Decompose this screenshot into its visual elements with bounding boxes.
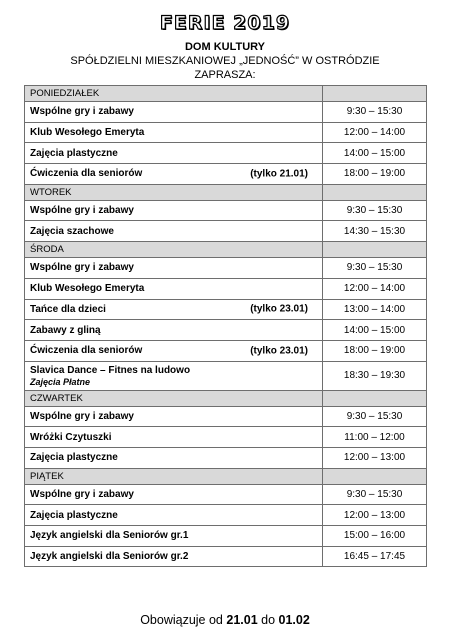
activity-name: Wróżki Czytuszki xyxy=(30,431,112,443)
validity-from-date: 21.01 xyxy=(226,613,258,627)
activity-time: 9:30 – 15:30 xyxy=(323,200,427,221)
activity-row xyxy=(25,427,427,448)
activity-time: 12:00 – 13:00 xyxy=(323,447,427,468)
day-header-row xyxy=(25,390,427,406)
activity-name: Ćwiczenia dla seniorów xyxy=(30,168,143,180)
day-header-row xyxy=(25,468,427,484)
activity-time: 9:30 – 15:30 xyxy=(323,102,427,123)
validity-mid: do xyxy=(261,613,276,627)
activity-cell xyxy=(25,164,323,185)
activity-name: Wspólne gry i zabawy xyxy=(30,106,134,118)
activity-cell xyxy=(25,102,323,123)
activity-row xyxy=(25,258,427,279)
activity-name: Język angielski dla Seniorów gr.2 xyxy=(30,551,189,563)
poster-title: FERIE 2019 xyxy=(159,12,291,34)
activity-cell xyxy=(25,427,323,448)
day-name: WTOREK xyxy=(25,184,323,200)
activity-time: 14:00 – 15:00 xyxy=(323,320,427,341)
activity-time: 18:00 – 19:00 xyxy=(323,340,427,361)
activity-row xyxy=(25,505,427,526)
activity-paid-note: Zajęcia Płatne xyxy=(30,376,91,387)
activity-cell xyxy=(25,258,323,279)
activity-name: Ćwiczenia dla seniorów xyxy=(30,345,143,357)
day-header-row xyxy=(25,184,427,200)
activity-row xyxy=(25,546,427,567)
activity-cell xyxy=(25,278,323,299)
activity-time: 13:00 – 14:00 xyxy=(323,299,427,320)
activity-cell xyxy=(25,406,323,427)
activity-time: 12:00 – 14:00 xyxy=(323,122,427,143)
schedule-body xyxy=(25,86,427,567)
day-header-row xyxy=(25,86,427,102)
activity-name: Zajęcia plastyczne xyxy=(30,509,118,521)
activity-cell xyxy=(25,143,323,164)
day-header-empty-cell xyxy=(323,86,427,102)
activity-row xyxy=(25,406,427,427)
activity-name: Zabawy z gliną xyxy=(30,324,101,336)
activity-name: Zajęcia plastyczne xyxy=(30,147,118,159)
activity-name: Tańce dla dzieci xyxy=(30,303,106,315)
activity-time: 15:00 – 16:00 xyxy=(323,526,427,547)
activity-cell xyxy=(25,447,323,468)
activity-cell xyxy=(25,299,323,320)
activity-time: 9:30 – 15:30 xyxy=(323,258,427,279)
organizer-cooperative: SPÓŁDZIELNI MIESZKANIOWEJ „JEDNOŚĆ” W OSTRÓDZIE xyxy=(70,55,380,67)
activity-row xyxy=(25,526,427,547)
activity-row xyxy=(25,122,427,143)
activity-cell xyxy=(25,505,323,526)
activity-cell xyxy=(25,526,323,547)
validity-to-date: 01.02 xyxy=(278,613,310,627)
activity-date-note: (tylko 23.01) xyxy=(250,303,308,315)
activity-name: Slavica Dance – Fitnes na ludowo xyxy=(30,364,191,376)
activity-cell xyxy=(25,546,323,567)
activity-row xyxy=(25,299,427,320)
activity-row xyxy=(25,143,427,164)
activity-name: Zajęcia szachowe xyxy=(30,225,114,237)
day-header-empty-cell xyxy=(323,242,427,258)
day-name: ŚRODA xyxy=(25,242,323,258)
activity-row xyxy=(25,484,427,505)
activity-cell xyxy=(25,200,323,221)
activity-time: 11:00 – 12:00 xyxy=(323,427,427,448)
activity-time: 9:30 – 15:30 xyxy=(323,406,427,427)
activity-time: 18:00 – 19:00 xyxy=(323,164,427,185)
activity-row xyxy=(25,221,427,242)
day-header-empty-cell xyxy=(323,390,427,406)
schedule-table xyxy=(24,85,427,567)
activity-row xyxy=(25,278,427,299)
activity-date-note: (tylko 21.01) xyxy=(250,168,308,180)
activity-name: Wspólne gry i zabawy xyxy=(30,410,134,422)
activity-name: Klub Wesołego Emeryta xyxy=(30,127,145,139)
activity-cell xyxy=(25,320,323,341)
activity-cell xyxy=(25,484,323,505)
activity-cell xyxy=(25,340,323,361)
activity-name: Wspólne gry i zabawy xyxy=(30,262,134,274)
invitation-text: ZAPRASZA: xyxy=(194,69,256,81)
organizer-name: DOM KULTURY xyxy=(184,41,266,53)
activity-row xyxy=(25,320,427,341)
activity-cell xyxy=(25,122,323,143)
activity-name: Zajęcia plastyczne xyxy=(30,452,118,464)
activity-row xyxy=(25,164,427,185)
activity-row xyxy=(25,102,427,123)
activity-row xyxy=(25,200,427,221)
activity-row xyxy=(25,447,427,468)
activity-cell xyxy=(25,361,323,390)
activity-time: 9:30 – 15:30 xyxy=(323,484,427,505)
day-name: PIĄTEK xyxy=(25,468,323,484)
activity-time: 12:00 – 13:00 xyxy=(323,505,427,526)
day-name: CZWARTEK xyxy=(25,390,323,406)
activity-row xyxy=(25,361,427,390)
activity-time: 12:00 – 14:00 xyxy=(323,278,427,299)
day-header-empty-cell xyxy=(323,184,427,200)
validity-footer xyxy=(0,613,450,627)
activity-time: 14:00 – 15:00 xyxy=(323,143,427,164)
activity-time: 14:30 – 15:30 xyxy=(323,221,427,242)
activity-date-note: (tylko 23.01) xyxy=(250,345,308,357)
day-header-row xyxy=(25,242,427,258)
day-header-empty-cell xyxy=(323,468,427,484)
activity-time: 16:45 – 17:45 xyxy=(323,546,427,567)
activity-name: Wspólne gry i zabawy xyxy=(30,205,134,217)
activity-time: 18:30 – 19:30 xyxy=(323,361,427,390)
activity-name: Wspólne gry i zabawy xyxy=(30,488,134,500)
activity-name: Klub Wesołego Emeryta xyxy=(30,283,145,295)
day-name: PONIEDZIAŁEK xyxy=(25,86,323,102)
activity-row xyxy=(25,340,427,361)
activity-name: Język angielski dla Seniorów gr.1 xyxy=(30,530,189,542)
activity-cell xyxy=(25,221,323,242)
validity-prefix: Obowiązuje od xyxy=(140,613,223,627)
